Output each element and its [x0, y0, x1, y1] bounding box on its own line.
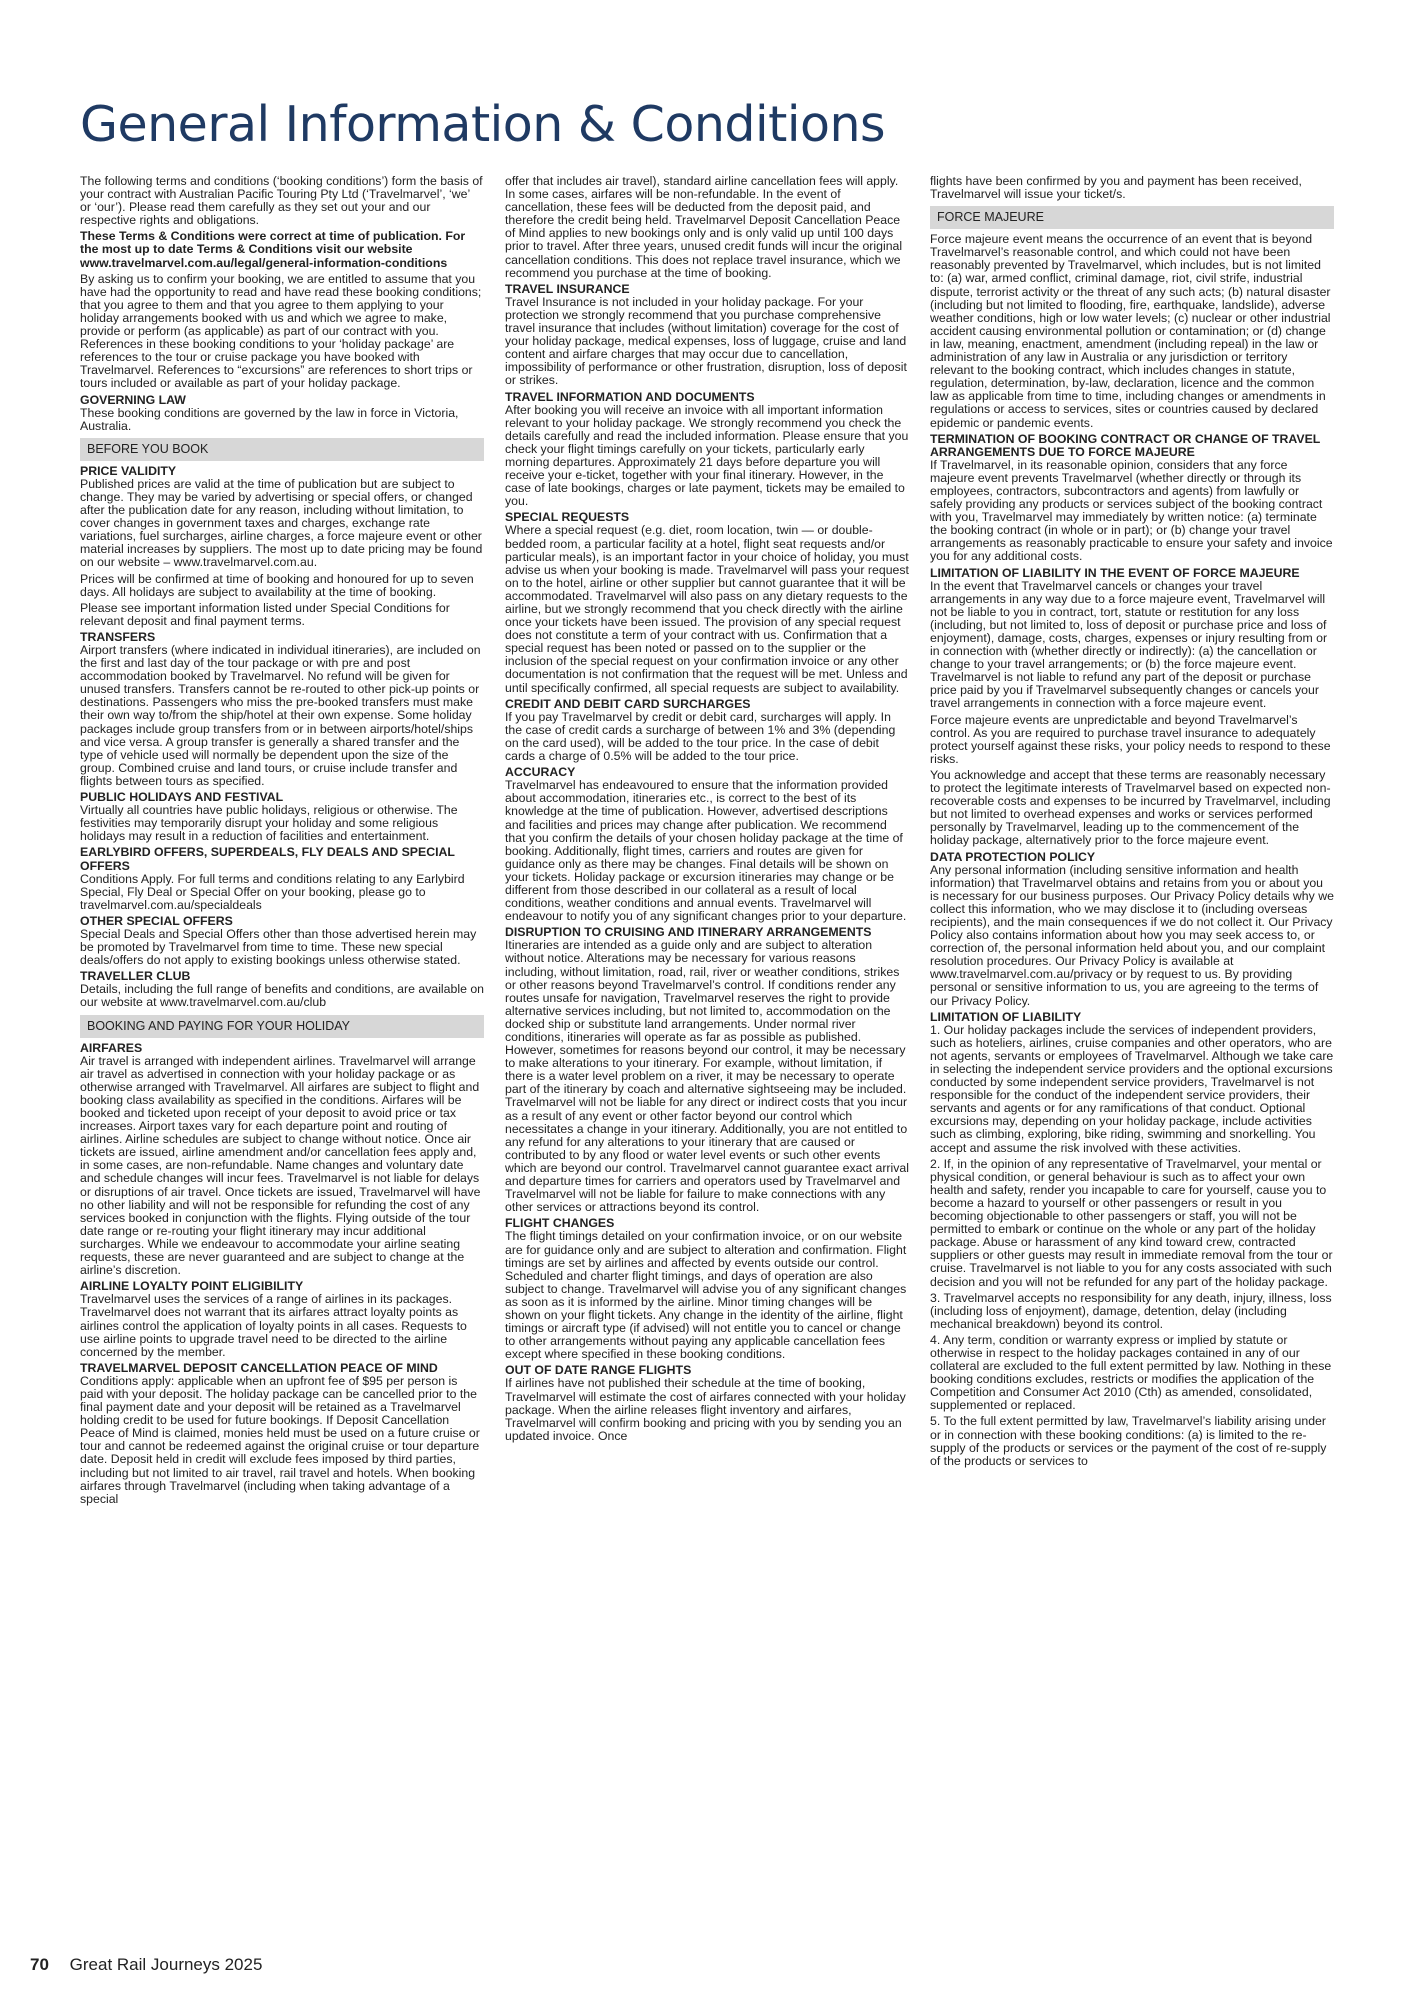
section-heading-termination: TERMINATION OF BOOKING CONTRACT OR CHANGE OF TRAVEL ARRANGEMENTS DUE TO FORCE MAJEURE	[930, 431, 1321, 459]
section-heading-disruption: DISRUPTION TO CRUISING AND ITINERARY ARRANGEMENTS	[505, 925, 872, 940]
liability-clause: 1. Our holiday packages include the services of independent providers, such as hoteliers, airlines, cruise companies and other operators, who are not agents, servants or employees of Travelmarvel. Although we take care in selecting the independent service providers and the optional excursions conducted by some independent service providers, Travelmarvel is not responsible for the conduct of the independent service providers, their servants and agents or for any ramifications of that conduct. Optional excursions may, depending on your holiday package, include activities such as climbing, exploring, bike riding, swimming and snorkelling. You accept and assume the risk involved with these activities.	[930, 1022, 1334, 1155]
section-text: Any personal information (including sensitive information and health information) that Travelmarvel obtains and retains from you or about you is necessary for our business purposes. Our Privacy Policy details why we collect this information, who we may disclose it to (including overseas recipients), and the main consequences if we do not collect it. Our Privacy Policy also contains information about how you may seek access to, or correction of, the personal information held about you, and our complaint resolution procedures. Our Privacy Policy is available at www.travelmarvel.com.au/privacy or by request to us. By providing personal or sensitive information to us, you are agreeing to the terms of our Privacy Policy.	[930, 862, 1334, 1008]
section-heading-out-of-date-range: OUT OF DATE RANGE FLIGHTS	[505, 1363, 692, 1378]
section-text: Airport transfers (where indicated in individual itineraries), are included on the first and last day of the tour package or with pre and post accommodation booked by Travelmarvel. No refund will be given for unused transfers. Transfers cannot be re-routed to other pick-up points or destinations. Passengers who miss the pre-booked transfers must make their own way to/from the ship/hotel at their own expense. Some holiday packages include group transfers from or in between airports/hotel/ships and vice versa. A group transfer is generally a shared transfer and the type of vehicle used will normally be dependent upon the size of the group. Combined cruise and land tours, or cruise include transfer and flights between tours as specified.	[80, 643, 481, 788]
section-text: Force majeure event means the occurrence of an event that is beyond Travelmarvel’s reasonable control, and which could not have been reasonably prevented by Travelmarvel, which includes, but is not limited to: (a) war, armed conflict, criminal damage, riot, civil strife, industrial dispute, terrorist activity or the threat of any such acts; (b) natural disaster (including but not limited to flooding, fire, earthquake, landslide), adverse weather conditions, high or low water levels; (c) nuclear or other industrial accident causing environmental pollution or contamination; or (d) change in law, meaning, enactment, amendment (including repeal) in the law or administration of any law in Australia or any jurisdiction or territory relevant to the booking contract, which includes changes in statute, regulation, determination, by-law, declaration, licence and the common law as applicable from time to time, including changes or amendments in regulations or access to services, sites or countries caused by declared epidemic or pandemic events.	[930, 232, 1331, 430]
section-heading-deposit-peace-of-mind: TRAVELMARVEL DEPOSIT CANCELLATION PEACE OF MIND	[80, 1360, 438, 1375]
liability-clause: 4. Any term, condition or warranty express or implied by statute or otherwise in respect to the holiday packages contained in any of our collateral are excluded to the full extent permitted by law. Nothing in these booking conditions excludes, restricts or modifies the application of the Competition and Consumer Act 2010 (Cth) as amended, consolidated, supplemented or replaced.	[930, 1332, 1332, 1413]
section-heading-limitation-liability: LIMITATION OF LIABILITY	[930, 1009, 1082, 1024]
section-text: Air travel is arranged with independent airlines. Travelmarvel will arrange air travel as advertised in connection with your holiday package or as otherwise arranged with Travelmarvel. All airfares are subject to flight and booking class availability as specified in the conditions. Airfares will be booked and ticketed upon receipt of your deposit to avoid price or tax increases. Airport taxes vary for each departure point and routing of airlines. Airline schedules are subject to change without notice. Once air tickets are issued, airline amendment and/or cancellation fees apply and, in some cases, are non-refundable. Name changes and voluntary date and schedule changes will incur fees. Travelmarvel is not liable for delays or disruptions of air travel. Once tickets are issued, Travelmarvel will have no other liability and will not be responsible for refunding the cost of any services booked in conjunction with the flights. Flying outside of the tour date range or re-routing your flight itinerary may incur additional surcharges. While we endeavour to accommodate your airline seating requests, these are never guaranteed and are subject to change at the airline’s discretion.	[80, 1053, 481, 1278]
publication-name: Great Rail Journeys 2025	[69, 1955, 263, 1974]
section-text: flights have been confirmed by you and payment has been received, Travelmarvel will issue your ticket/s.	[930, 174, 1302, 202]
section-text: Prices will be confirmed at time of booking and honoured for up to seven days. All holidays are subject to availability at the time of booking.	[80, 571, 474, 599]
section-text: Conditions Apply. For full terms and conditions relating to any Earlybird Special, Fly Deal or Special Offer on your booking, please go to travelmarvel.com.au/specialdeals	[80, 871, 465, 912]
section-text: These booking conditions are governed by the law in force in Victoria, Australia.	[80, 405, 459, 433]
section-text: If you pay Travelmarvel by credit or debit card, surcharges will apply. In the case of credit cards a surcharge of between 1% and 3% (depending on the card used), will be added to the tour price. In the case of debit cards a charge of 0.5% will be added to the tour price.	[505, 709, 896, 764]
section-band-booking-paying: BOOKING AND PAYING FOR YOUR HOLIDAY	[80, 1015, 484, 1038]
liability-clause: 5. To the full extent permitted by law, Travelmarvel’s liability arising under or in connection with these booking conditions: (a) is limited to the re-supply of the products or services or the payment of the cost of re-supply of the products or services to	[930, 1414, 1327, 1468]
section-text: offer that includes air travel), standard airline cancellation fees will apply. In some cases, airfares will be non-refundable. In the event of cancellation, these fees will be deducted from the deposit paid, and therefore the credit being held. Travelmarvel Deposit Cancellation Peace of Mind applies to new bookings only and is only valid up until 100 days prior to travel. After three years, unused credit funds will incur the original cancellation conditions. This does not replace travel insurance, which we recommend you purchase at the time of booking.	[505, 174, 903, 280]
section-heading-other-offers: OTHER SPECIAL OFFERS	[80, 913, 233, 928]
section-heading-transfers: TRANSFERS	[80, 629, 156, 644]
section-heading-data-protection: DATA PROTECTION POLICY	[930, 849, 1096, 864]
section-text: Published prices are valid at the time of publication but are subject to change. They may be varied by advertising or special offers, or changed after the publication date for any reason, including without limitation, to cover changes in government taxes and charges, exchange rate variations, fuel surcharges, airline charges, a force majeure event or other material increases by suppliers. The most up to date pricing may be found on our website – www.travelmarvel.com.au.	[80, 476, 483, 570]
section-text: Itineraries are intended as a guide only and are subject to alteration without notice. Alterations may be necessary for various reasons including, without limitation, road, rail, river or weather conditions, strikes or other reasons beyond Travelmarvel’s control. If conditions render any routes unsafe for navigation, Travelmarvel reserves the right to provide alternative services including, but not limited to, accommodation on the docked ship or substitute land arrangements. Under normal river conditions, itineraries will operate as far as possible as published. However, sometimes for reasons beyond our control, it may be necessary to make alterations to your itinerary. For example, without limitation, if there is a water level problem on a river, it may be necessary to operate part of the itinerary by coach and alternative sightseeing may be included. Travelmarvel will not be liable for any direct or indirect costs that you incur as a result of any event or other factor beyond our control which necessitates a change in your itinerary. Additionally, you are not entitled to any refund for any alterations to your itinerary that are caused or contributed to by any flood or water level events or such other events which are beyond our control. Travelmarvel cannot guarantee exact arrival and departure times for carriers and operators used by Travelmarvel and Travelmarvel will not be liable for failure to make connections with any other services or attractions beyond its control.	[505, 938, 909, 1215]
section-text: Virtually all countries have public holidays, religious or otherwise. The festivities may temporarily disrupt your holiday and some religious holidays may result in a reduction of facilities and entertainment.	[80, 803, 458, 844]
column-1	[80, 175, 484, 1509]
section-heading-travel-documents: TRAVEL INFORMATION AND DOCUMENTS	[505, 389, 755, 404]
section-heading-loyalty: AIRLINE LOYALTY POINT ELIGIBILITY	[80, 1279, 304, 1294]
page-title: General Information & Conditions	[80, 96, 886, 153]
section-band-force-majeure: FORCE MAJEURE	[930, 206, 1334, 229]
section-heading-airfares: AIRFARES	[80, 1040, 143, 1055]
intro-paragraph: The following terms and conditions (‘booking conditions’) form the basis of your contract with Australian Pacific Touring Pty Ltd (‘Travelmarvel’, ‘we’ or ‘our’). Please read them carefully as they set out your and our respective rights and obligations.	[80, 174, 483, 228]
liability-clause: 3. Travelmarvel accepts no responsibility for any death, injury, illness, loss (including loss of enjoyment), damage, detention, delay (including mechanical breakdown) beyond its control.	[930, 1290, 1332, 1331]
section-heading-travel-insurance: TRAVEL INSURANCE	[505, 281, 630, 296]
section-heading-price-validity: PRICE VALIDITY	[80, 463, 177, 478]
section-text: Travel Insurance is not included in your holiday package. For your protection we strongly recommend that you purchase comprehensive travel insurance that includes (without limitation) coverage for the cost of your holiday package, medical expenses, loss of luggage, cruise and land content and airfare charges that may occur due to cancellation, impossibility of performance or other frustration, disruption, loss of deposit or strikes.	[505, 294, 907, 388]
section-heading-earlybird: EARLYBIRD OFFERS, SUPERDEALS, FLY DEALS AND SPECIAL OFFERS	[80, 845, 455, 873]
section-text: Details, including the full range of benefits and conditions, are available on our website at www.travelmarvel.com.au/club	[80, 982, 485, 1010]
section-text: Please see important information listed under Special Conditions for relevant deposit and final payment terms.	[80, 600, 450, 628]
section-band-before-you-book: BEFORE YOU BOOK	[80, 438, 484, 461]
section-text: If Travelmarvel, in its reasonable opinion, considers that any force majeure event prevents Travelmarvel (whether directly or through its employees, contractors, subcontractors and agents) from lawfully or safely providing any products or services subject of the booking contract with you, Travelmarvel may immediately by written notice: (a) terminate the booking contract (in whole or in part); or (b) change your travel arrangements as reasonably practicable to ensure your safety and invoice you for any additional costs.	[930, 457, 1333, 564]
page-footer	[30, 1955, 262, 1975]
section-text: Special Deals and Special Offers other than those advertised herein may be promoted by Travelmarvel from time to time. These new special deals/offers do not apply to existing bookings unless otherwise stated.	[80, 926, 477, 968]
section-heading-accuracy: ACCURACY	[505, 765, 576, 780]
section-text: In the event that Travelmarvel cancels or changes your travel arrangements in any way due to a force majeure event, Travelmarvel will not be liable to you in contract, tort, statute or restitution for any loss (including, but not limited to, loss of deposit or purchase price and loss of enjoyment), damage, costs, charges, expenses or injury resulting from or in connection with (whether directly or indirectly): (a) the cancellation or change to your travel arrangements; or (b) the force majeure event. Travelmarvel is not liable to refund any part of the deposit or purchase price paid by you if Travelmarvel subsequently changes or cancels your travel arrangements in connection with a force majeure event.	[930, 578, 1328, 711]
section-text: Travelmarvel uses the services of a range of airlines in its packages. Travelmarvel does not warrant that its airfares attract loyalty points as airlines control the application of loyalty points in all cases. Requests to use airline points to upgrade travel need to be directed to the airline concerned by the member.	[80, 1292, 467, 1359]
section-heading-special-requests: SPECIAL REQUESTS	[505, 510, 630, 525]
intro-paragraph: By asking us to confirm your booking, we are entitled to assume that you have had the opportunity to read and have read these booking conditions; that you agree to them and that you agree to them applying to your holiday arrangements booked with us and which we agree to make, provide or perform (as applicable) as part of our contract with you. References in these booking conditions to your ‘holiday package’ are references to the tour or cruise package you have booked with Travelmarvel. References to “excursions” are references to short trips or tours included or available as part of your holiday package.	[80, 271, 482, 391]
page-number: 70	[30, 1955, 49, 1974]
section-text: The flight timings detailed on your confirmation invoice, or on our website are for guidance only and are subject to alteration and confirmation. Flight timings are set by airlines and affected by events outside our control. Scheduled and charter flight timings, and days of operation are also subject to change. Travelmarvel will advise you of any significant changes as soon as it is informed by the airline. Minor timing changes will be shown on your flight tickets. Any change in the identity of the airline, flight timings or aircraft type (if advised) will not entitle you to cancel or change to other arrangements without paying any applicable cancellation fees except where specified in these booking conditions.	[505, 1229, 907, 1362]
liability-clause: 2. If, in the opinion of any representative of Travelmarvel, your mental or physical condition, or general behaviour is such as to affect your own health and safety, render you incapable to care for yourself, cause you to become a hazard to yourself or other passengers or result in you becoming objectionable to other passengers or staff, you will not be permitted to embark or continue on the whole or any part of the holiday package. Abuse or harassment of any kind toward crew, contracted suppliers or other guests may result in immediate removal from the tour or cruise. Travelmarvel is not liable to you for any costs associated with such decision and you will not be refunded for any part of the holiday package.	[930, 1156, 1333, 1289]
section-heading-governing-law: GOVERNING LAW	[80, 392, 186, 407]
section-text: Where a special request (e.g. diet, room location, twin — or double-bedded room, a particular facility at a hotel, flight seat requests and/or particular meals), is an important factor in your choice of holiday, you must advise us when your booking is made. Travelmarvel will pass your request on to the hotel, airline or other supplier but cannot guarantee that it will be accommodated. Travelmarvel will also pass on any dietary requests to the airline, but we strongly recommend that you check directly with the airline once your tickets have been issued. The provision of any special request does not constitute a term of your contract with us. Confirmation that a special request has been noted or passed on to the supplier or the inclusion of the special request on your confirmation invoice or any other documentation is not confirmation that the request will be met. Unless and until specifically confirmed, all special requests are subject to availability.	[505, 523, 909, 695]
section-heading-limitation-force-majeure: LIMITATION OF LIABILITY IN THE EVENT OF FORCE MAJEURE	[930, 565, 1300, 580]
section-text: Force majeure events are unpredictable and beyond Travelmarvel’s control. As you are required to purchase travel insurance to adequately protect yourself against these risks, your policy needs to respond to these risks.	[930, 712, 1331, 766]
column-3	[930, 175, 1334, 1471]
section-heading-traveller-club: TRAVELLER CLUB	[80, 969, 191, 984]
section-heading-public-holidays: PUBLIC HOLIDAYS AND FESTIVAL	[80, 790, 284, 805]
section-text: If airlines have not published their schedule at the time of booking, Travelmarvel will estimate the cost of airfares connected with your holiday package. When the airline releases flight inventory and airfares, Travelmarvel will confirm booking and pricing with you by sending you an updated invoice. Once	[505, 1376, 906, 1443]
section-heading-flight-changes: FLIGHT CHANGES	[505, 1216, 615, 1231]
website-notice: These Terms & Conditions were correct at time of publication. For the most up to date Terms & Conditions visit our website www.travelmarvel.com.au/legal/general-information-conditions	[80, 229, 466, 270]
section-text: Conditions apply: applicable when an upfront fee of $95 per person is paid with your deposit. The holiday package can be cancelled prior to the final payment date and your deposit will be retained as a Travelmarvel holding credit to be used for future bookings. If Deposit Cancellation Peace of Mind is claimed, monies held must be used on a future cruise or tour and cannot be redeemed against the original cruise or tour departure date. Deposit held in credit will exclude fees imposed by third parties, including but not limited to air travel, rail travel and hotels. When booking airfares through Travelmarvel (including when taking advantage of a special	[80, 1373, 480, 1506]
column-2	[505, 175, 909, 1446]
section-text: You acknowledge and accept that these terms are reasonably necessary to protect the legitimate interests of Travelmarvel based on expected non-recoverable costs and expenses to be incurred by Travelmarvel, including but not limited to overhead expenses and works or services performed personally by Travelmarvel, leading up to the commencement of the holiday package, alternatively prior to the force majeure event.	[930, 767, 1331, 848]
section-heading-card-surcharges: CREDIT AND DEBIT CARD SURCHARGES	[505, 696, 751, 711]
section-text: Travelmarvel has endeavoured to ensure that the information provided about accommodation, itineraries etc., is correct to the best of its knowledge at the time of publication. However, advertised descriptions and facilities and prices may change after publication. We recommend that you confirm the details of your chosen holiday package at the time of booking. Additionally, flight times, carriers and routes are given for guidance only as there may be changes. Final details will be shown on your tickets. Holiday package or excursion itineraries may change or be different from those described in our collateral as a result of local conditions, weather conditions and annual events. Travelmarvel will endeavour to notify you of any significant changes prior to your departure.	[505, 778, 907, 924]
section-text: After booking you will receive an invoice with all important information relevant to your holiday package. We strongly recommend you check the details carefully and read the included information. Please ensure that you check your flight timings carefully on your tickets, particularly early morning departures. Approximately 21 days before departure you will receive your e-ticket, together with your final itinerary. However, in the case of late bookings, charges or late payment, tickets may be emailed to you.	[505, 402, 909, 509]
